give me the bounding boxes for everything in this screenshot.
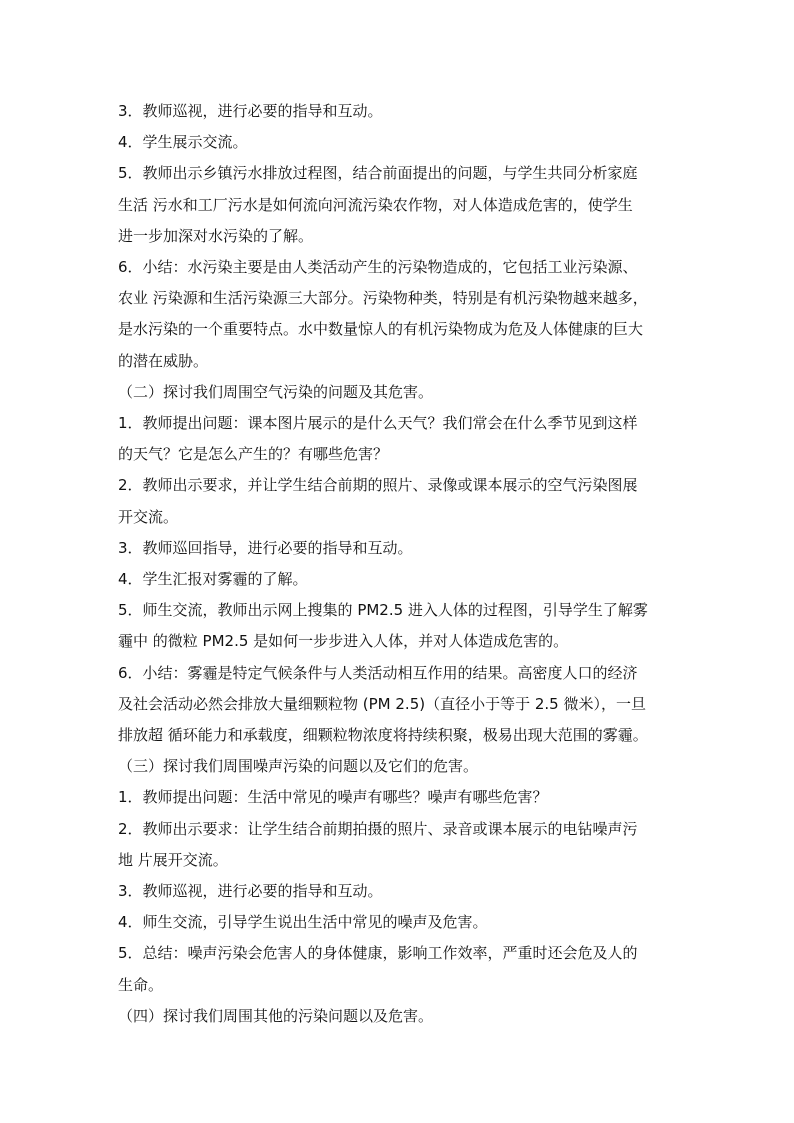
section-heading — [118, 377, 678, 408]
text-line: 农业 污染源和生活污染源三大部分。污染物种类，特别是有机污染物越来越多， — [118, 289, 648, 308]
text-line: 4．师生交流，引导学生说出生活中常见的噪声及危害。 — [118, 913, 488, 932]
text-line: 排放超 循环能力和承载度，细颗粒物浓度将持续积聚，极易出现大范围的雾霾。 — [118, 726, 648, 745]
list-item — [118, 564, 678, 595]
list-item — [118, 814, 678, 876]
text-line: 4．学生展示交流。 — [118, 133, 248, 152]
text-line: 及社会活动必然会排放大量细颗粒物 (PM 2.5)（直径小于等于 2.5 微米），一旦 — [118, 694, 646, 713]
list-item — [118, 533, 678, 564]
text-line: 6．小结：雾霾是特定气候条件与人类活动相互作用的结果。高密度人口的经济 — [118, 663, 638, 682]
list-item — [118, 96, 678, 127]
list-item — [118, 938, 678, 1000]
text-line: 5．师生交流，教师出示网上搜集的 PM2.5 进入人体的过程图，引导学生了解雾 — [118, 601, 648, 620]
text-line: 6．小结：水污染主要是由人类活动产生的污染物造成的，它包括工业污染源、 — [118, 258, 638, 277]
text-line: 1．教师提出问题：生活中常见的噪声有哪些？噪声有哪些危害？ — [118, 788, 548, 807]
text-line: 是水污染的一个重要特点。水中数量惊人的有机污染物成为危及人体健康的巨大 — [118, 320, 644, 339]
list-item — [118, 127, 678, 158]
list-item — [118, 907, 678, 938]
text-line: 4．学生汇报对雾霾的了解。 — [118, 570, 308, 589]
text-line: 3．教师巡视，进行必要的指导和互动。 — [118, 102, 383, 120]
list-item — [118, 158, 678, 252]
list-item — [118, 252, 678, 377]
list-item — [118, 658, 678, 752]
section-heading — [118, 1001, 678, 1032]
text-line: 2．教师出示要求，并让学生结合前期的照片、录像或课本展示的空气污染图展 — [118, 476, 638, 495]
text-line: 开交流。 — [118, 507, 179, 526]
text-line: 的天气？它是怎么产生的？有哪些危害？ — [118, 445, 389, 464]
text-line: 生活 污水和工厂污水是如何流向河流污染农作物，对人体造成危害的，使学生 — [118, 195, 633, 214]
text-line: 2．教师出示要求：让学生结合前期拍摄的照片、录音或课本展示的电钻噪声污 — [118, 819, 638, 838]
text-line: 1．教师提出问题：课本图片展示的是什么天气？我们常会在什么季节见到这样 — [118, 414, 638, 433]
text-line: （二）探讨我们周围空气污染的问题及其危害。 — [118, 382, 434, 401]
section-heading — [118, 751, 678, 782]
list-item — [118, 470, 678, 532]
text-line: （四）探讨我们周围其他的污染问题以及危害。 — [118, 1006, 434, 1025]
text-line: 3．教师巡视，进行必要的指导和互动。 — [118, 882, 383, 901]
text-line: 地 片展开交流。 — [118, 850, 228, 869]
list-item — [118, 876, 678, 907]
text-line: （三）探讨我们周围噪声污染的问题以及它们的危害。 — [118, 757, 479, 776]
text-line: 5．教师出示乡镇污水排放过程图，结合前面提出的问题，与学生共同分析家庭 — [118, 164, 638, 183]
text-line: 3．教师巡回指导，进行必要的指导和互动。 — [118, 538, 413, 557]
text-line: 生命。 — [118, 975, 164, 994]
list-item — [118, 408, 678, 470]
list-item — [118, 595, 678, 657]
text-line: 霾中 的微粒 PM2.5 是如何一步步进入人体，并对人体造成危害的。 — [118, 632, 569, 651]
text-line: 进一步加深对水污染的了解。 — [118, 226, 314, 245]
document-body — [118, 96, 678, 1032]
text-line: 5．总结：噪声污染会危害人的身体健康，影响工作效率，严重时还会危及人的 — [118, 944, 638, 963]
list-item — [118, 782, 678, 813]
text-line: 的潜在威胁。 — [118, 351, 209, 370]
